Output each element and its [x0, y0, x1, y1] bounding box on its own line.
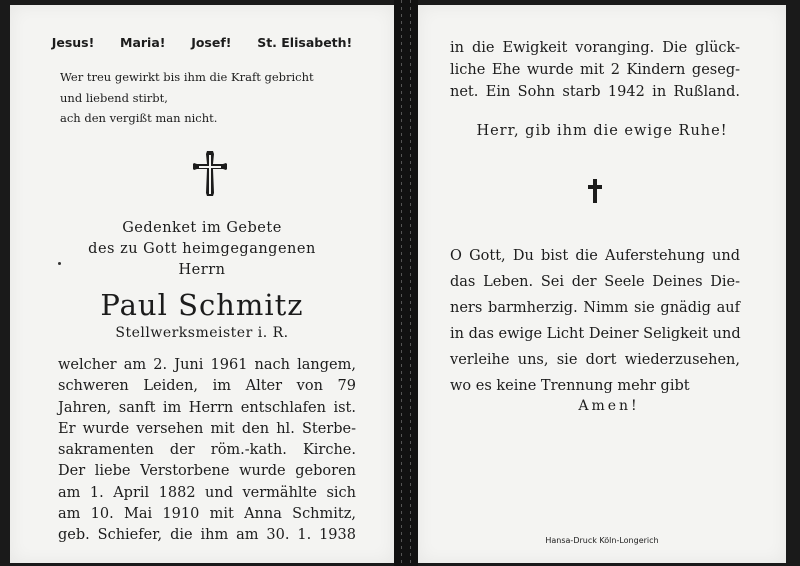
continuation-line: in die Ewigkeit voranging. Die glück-: [450, 40, 740, 56]
right-page: [418, 5, 786, 563]
verse-line: ach den vergißt man nicht.: [60, 111, 218, 125]
saint-elisabeth: St. Elisabeth!: [257, 35, 353, 50]
saint-jesus: Jesus!: [51, 35, 95, 50]
saint-josef: Josef!: [191, 35, 232, 50]
continuation-line: liche Ehe wurde mit 2 Kindern geseg-: [450, 62, 740, 78]
rest-prayer: Herr, gib ihm die ewige Ruhe!: [476, 123, 728, 139]
verse-line: und liebend stirbt,: [60, 90, 168, 105]
closing-prayer: [450, 243, 740, 399]
ornate-cross-icon: [192, 150, 228, 198]
bio-line: Jahren, sanft im Herrn entschlafen ist.: [58, 399, 356, 416]
bio-line: am 1. April 1882 und vermählte sich: [58, 484, 356, 501]
bio-line: welcher am 2. Juni 1961 nach langem,: [58, 357, 356, 373]
prayer-line: in das ewige Licht Deiner Seligkeit und: [450, 326, 741, 342]
amen: Amen!: [578, 398, 640, 414]
continuation-line: net. Ein Sohn starb 1942 in Rußland.: [450, 84, 740, 100]
mourning-text: [10, 218, 394, 281]
biography-continuation: [450, 37, 740, 103]
prayer-line: ners barmherzig. Nimm sie gnädig auf: [450, 300, 740, 316]
print-speck: [58, 262, 61, 265]
prayer-line: verleihe uns, sie dort wiederzusehen,: [450, 352, 740, 368]
bio-line: sakramenten der röm.-kath. Kirche.: [58, 442, 356, 459]
bio-line: am 10. Mai 1910 mit Anna Schmitz,: [58, 506, 356, 523]
mourning-line: Gedenket im Gebete: [122, 220, 282, 236]
saints-invocation: [10, 35, 394, 50]
bio-line: Er wurde versehen mit den hl. Sterbe-: [58, 420, 356, 437]
printer-imprint: Hansa-Druck Köln-Longerich: [545, 536, 659, 545]
prayer-line: das Leben. Sei der Seele Deines Die-: [450, 274, 740, 290]
card-fold: [394, 0, 418, 566]
mourning-line: des zu Gott heimgegangenen: [88, 241, 316, 257]
bio-line: schweren Leiden, im Alter von 79: [58, 378, 356, 395]
mourning-line: Herrn: [178, 262, 226, 278]
deceased-name: Paul Schmitz: [100, 288, 304, 322]
verse-line: Wer treu gewirkt bis ihm die Kraft gebricht: [60, 70, 314, 84]
memorial-verse: [60, 67, 314, 129]
left-page: [10, 5, 394, 563]
cross-icon: [588, 179, 602, 203]
bio-line: Der liebe Verstorbene wurde geboren: [58, 463, 356, 480]
bio-line: geb. Schiefer, die ihm am 30. 1. 1938: [58, 527, 356, 544]
prayer-line: O Gott, Du bist die Auferstehung und: [450, 248, 740, 264]
deceased-title: Stellwerksmeister i. R.: [115, 325, 289, 341]
saint-maria: Maria!: [120, 35, 166, 50]
biography: [58, 355, 356, 547]
prayer-line: wo es keine Trennung mehr gibt: [450, 378, 690, 394]
